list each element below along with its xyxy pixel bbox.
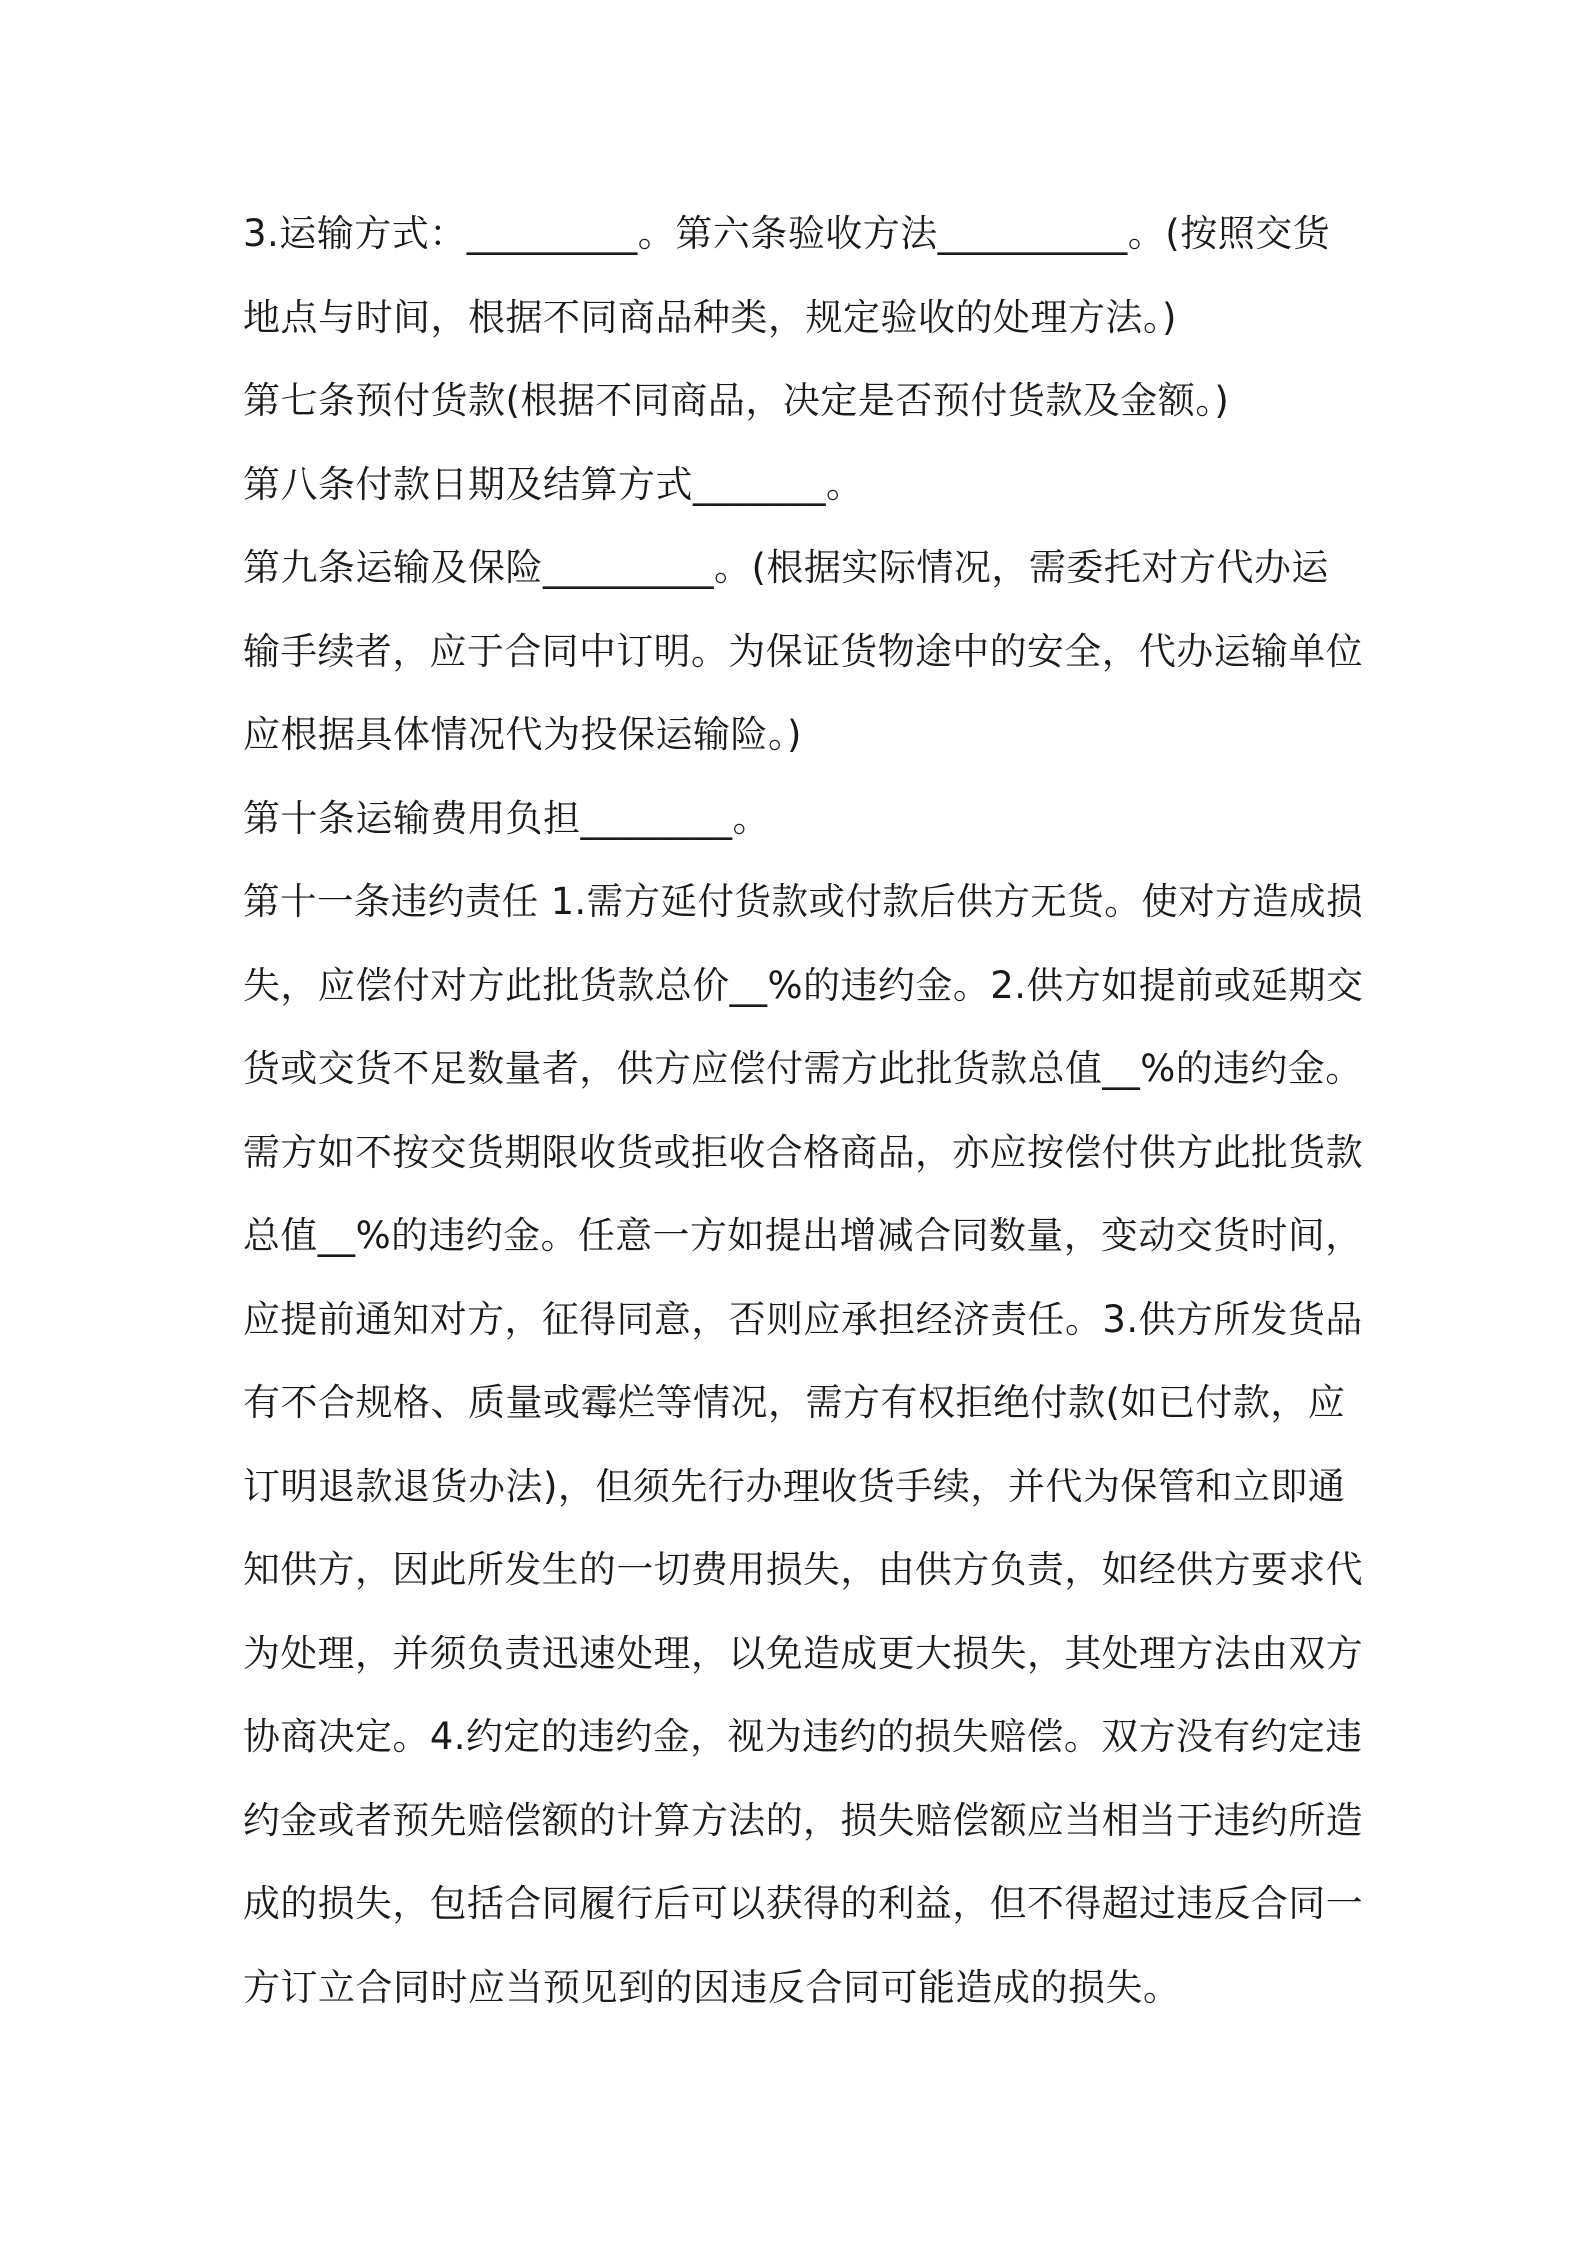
- text-line: 订明退款退货办法)，但须先行办理收货手续，并代为保管和立即通: [243, 1464, 1346, 1508]
- text-line: 总值__%的违约金。任意一方如提出增减合同数量，变动交货时间，: [243, 1214, 1363, 1257]
- text-line: 3.运输方式：_________。第六条验收方法__________。(按照交货: [243, 212, 1331, 255]
- text-line: 第九条运输及保险_________。(根据实际情况，需委托对方代办运: [243, 546, 1329, 589]
- text-line: 应根据具体情况代为投保运输险。): [243, 713, 802, 756]
- text-line: 协商决定。4.约定的违约金，视为违约的损失赔偿。双方没有约定违: [243, 1715, 1363, 1758]
- text-line: 约金或者预先赔偿额的计算方法的，损失赔偿额应当相当于违约所造: [243, 1798, 1364, 1842]
- text-line: 成的损失，包括合同履行后可以获得的利益，但不得超过违反合同一: [243, 1882, 1364, 1925]
- text-line: 第十条运输费用负担________。: [243, 796, 770, 840]
- text-line: 有不合规格、质量或霉烂等情况，需方有权拒绝付款(如已付款，应: [243, 1381, 1346, 1424]
- text-line: 应提前通知对方，征得同意，否则应承担经济责任。3.供方所发货品: [243, 1297, 1363, 1341]
- text-line: 地点与时间，根据不同商品种类，规定验收的处理方法。): [243, 295, 1177, 339]
- text-line: 需方如不按交货期限收货或拒收合格商品，亦应按偿付供方此批货款: [243, 1130, 1364, 1174]
- contract-body-text: [243, 192, 1363, 2029]
- text-line: 输手续者，应于合同中订明。为保证货物途中的安全，代办运输单位: [243, 629, 1364, 673]
- text-line: 知供方，因此所发生的一切费用损失，由供方负责，如经供方要求代: [243, 1548, 1364, 1591]
- text-line: 方订立合同时应当预见到的因违反合同可能造成的损失。: [243, 1965, 1181, 2009]
- text-line: 第七条预付货款(根据不同商品，决定是否预付货款及金额。): [243, 379, 1230, 422]
- text-line: 货或交货不足数量者，供方应偿付需方此批货款总值__%的违约金。: [243, 1047, 1363, 1090]
- text-line: 为处理，并须负责迅速处理，以免造成更大损失，其处理方法由双方: [243, 1631, 1364, 1675]
- text-line: 第八条付款日期及结算方式_______。: [243, 462, 864, 506]
- text-line: 第十一条违约责任 1.需方延付货款或付款后供方无货。使对方造成损: [243, 880, 1364, 923]
- text-line: 失，应偿付对方此批货款总价__%的违约金。2.供方如提前或延期交: [243, 963, 1364, 1007]
